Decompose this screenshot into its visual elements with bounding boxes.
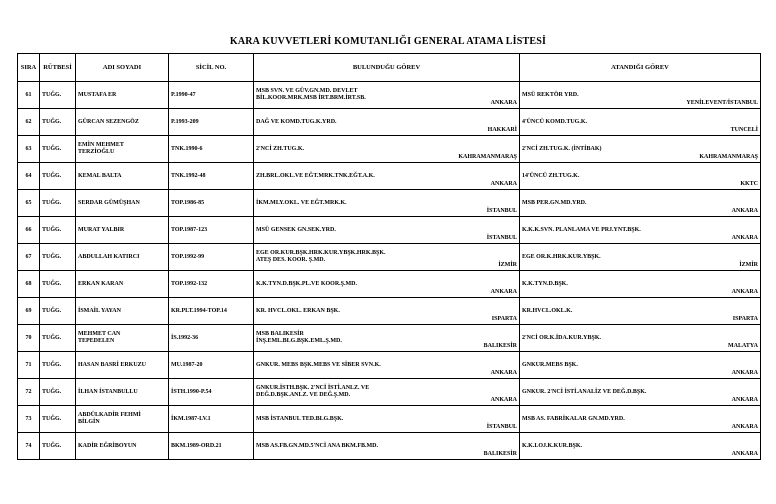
cell-bulundugu — [254, 244, 520, 271]
assigned-location: TUNCELİ — [730, 127, 758, 134]
cell-sira: 66 — [18, 217, 40, 244]
assigned-location: KAHRAMANMARAŞ — [699, 154, 758, 161]
cell-sicil: TOP.1992-132 — [169, 271, 254, 298]
assigned-position: 14'ÜNCÜ ZH.TUG.K. — [522, 172, 580, 179]
assigned-location: MALATYA — [727, 343, 758, 350]
cell-ad: ERKAN KARAN — [76, 271, 169, 298]
assigned-position: EGE OR.K.HRK.KUR.YBŞK. — [522, 253, 601, 260]
assigned-location: ANKARA — [731, 370, 758, 377]
cell-bulundugu — [254, 136, 520, 163]
table-row — [18, 163, 761, 190]
table-row — [18, 271, 761, 298]
cell-ad: GÜRCAN SEZENGÖZ — [76, 109, 169, 136]
cell-atandigi — [520, 244, 761, 271]
cell-ad: SERDAR GÜMÜŞHAN — [76, 190, 169, 217]
table-row — [18, 352, 761, 379]
cell-bulundugu — [254, 109, 520, 136]
cell-sira: 63 — [18, 136, 40, 163]
cell-atandigi — [520, 190, 761, 217]
cell-sicil: TNK.1990-6 — [169, 136, 254, 163]
cell-rutbe: TUĞG. — [40, 298, 76, 325]
assigned-position: K.K.K.SVN. PLANLAMA VE PRJ.YNT.BŞK. — [522, 226, 641, 233]
header-atandigi: ATANDIĞI GÖREV — [520, 54, 761, 82]
cell-bulundugu — [254, 352, 520, 379]
cell-rutbe: TUĞG. — [40, 406, 76, 433]
current-location: KAHRAMANMARAŞ — [458, 154, 517, 161]
assigned-location: KKTC — [740, 181, 758, 188]
cell-bulundugu — [254, 325, 520, 352]
cell-ad: MURAT YALBIR — [76, 217, 169, 244]
assigned-location: İZMİR — [739, 262, 758, 269]
cell-atandigi — [520, 352, 761, 379]
assigned-position: 2'NCİ OR.K.İDA.KUR.YBŞK. — [522, 334, 602, 341]
table-row — [18, 325, 761, 352]
table-row — [18, 190, 761, 217]
cell-sira: 70 — [18, 325, 40, 352]
cell-sicil: P.1993-209 — [169, 109, 254, 136]
cell-ad: EMİN MEHMET TERZİOĞLU — [76, 136, 169, 163]
current-location: İSTANBUL — [486, 424, 517, 431]
cell-sicil: BKM.1989-ORD.21 — [169, 433, 254, 460]
cell-atandigi — [520, 298, 761, 325]
cell-ad: ABDÜLKADİR FEHMİ BİLGİN — [76, 406, 169, 433]
cell-atandigi — [520, 325, 761, 352]
cell-rutbe: TUĞG. — [40, 163, 76, 190]
cell-bulundugu — [254, 163, 520, 190]
current-position: ZH.BRL.OKL.VE EĞT.MRK.TNK.EĞT.A.K. — [256, 172, 375, 179]
current-location: İZMİR — [498, 262, 517, 269]
cell-rutbe: TUĞG. — [40, 352, 76, 379]
cell-sicil: MU.1987-20 — [169, 352, 254, 379]
cell-bulundugu — [254, 298, 520, 325]
current-location: ANKARA — [490, 181, 517, 188]
header-sicil: SİCİL NO. — [169, 54, 254, 82]
current-location: BALIKESİR — [483, 343, 517, 350]
header-rutbe: RÜTBESİ — [40, 54, 76, 82]
cell-bulundugu — [254, 379, 520, 406]
assigned-position: MSÜ REKTÖR YRD. — [522, 91, 579, 98]
header-sira: SIRA — [18, 54, 40, 82]
current-position: MSÜ GENSEK GN.SEK.YRD. — [256, 226, 336, 233]
cell-rutbe: TUĞG. — [40, 190, 76, 217]
cell-sira: 67 — [18, 244, 40, 271]
cell-rutbe: TUĞG. — [40, 136, 76, 163]
assigned-position: GNKUR.MEBS BŞK. — [522, 361, 578, 368]
current-location: İSTANBUL — [486, 208, 517, 215]
current-position: MSB İSTANBUL TED.BLG.BŞK. — [256, 415, 344, 422]
cell-rutbe: TUĞG. — [40, 325, 76, 352]
cell-atandigi — [520, 217, 761, 244]
cell-sicil: KR.PLT.1994-TOP.14 — [169, 298, 254, 325]
cell-atandigi — [520, 379, 761, 406]
cell-sicil: TNK.1992-48 — [169, 163, 254, 190]
cell-sira: 64 — [18, 163, 40, 190]
current-location: BALIKESİR — [483, 451, 517, 458]
cell-bulundugu — [254, 433, 520, 460]
cell-ad: MEHMET CAN TEPEDELEN — [76, 325, 169, 352]
current-position: MSB BALIKESİR İNŞ.EML.BLG.BŞK.EML.Ş.MD. — [256, 331, 342, 344]
table-row — [18, 298, 761, 325]
cell-atandigi — [520, 271, 761, 298]
cell-sira: 62 — [18, 109, 40, 136]
cell-atandigi — [520, 109, 761, 136]
cell-bulundugu — [254, 82, 520, 109]
cell-sicil: İSTH.1990-P.54 — [169, 379, 254, 406]
current-position: DAĞ VE KOMD.TUG.K.YRD. — [256, 118, 337, 125]
table-row — [18, 109, 761, 136]
assigned-location: ANKARA — [731, 397, 758, 404]
cell-atandigi — [520, 406, 761, 433]
cell-bulundugu — [254, 406, 520, 433]
cell-sira: 71 — [18, 352, 40, 379]
cell-ad: ABDULLAH KATIRCI — [76, 244, 169, 271]
cell-sicil: TOP.1987-123 — [169, 217, 254, 244]
cell-atandigi — [520, 433, 761, 460]
table-row — [18, 244, 761, 271]
current-position: İKM.MLY.OKL. VE EĞT.MRK.K. — [256, 199, 347, 206]
assigned-position: K.K.LOJ.K.KUR.BŞK. — [522, 442, 583, 449]
current-location: HAKKARİ — [487, 127, 517, 134]
cell-rutbe: TUĞG. — [40, 217, 76, 244]
header-ad: ADI SOYADI — [76, 54, 169, 82]
table-row — [18, 406, 761, 433]
current-location: ANKARA — [490, 370, 517, 377]
cell-sira: 72 — [18, 379, 40, 406]
current-location: ANKARA — [490, 289, 517, 296]
cell-sira: 65 — [18, 190, 40, 217]
cell-atandigi — [520, 136, 761, 163]
table-header-row — [18, 54, 761, 82]
cell-sira: 69 — [18, 298, 40, 325]
cell-ad: İSMAİL YAYAN — [76, 298, 169, 325]
cell-sira: 73 — [18, 406, 40, 433]
cell-sicil: İS.1992-36 — [169, 325, 254, 352]
assigned-position: GNKUR. 2'NCİ İSTİ.ANALİZ VE DEĞ.D.BŞK. — [522, 388, 647, 395]
current-position: KR. HVCL.OKL. ERKAN BŞK. — [256, 307, 340, 314]
assigned-position: MSB AS. FABRİKALAR GN.MD.YRD. — [522, 415, 625, 422]
cell-sira: 74 — [18, 433, 40, 460]
cell-rutbe: TUĞG. — [40, 433, 76, 460]
assigned-location: YENİLEVENT/İSTANBUL — [686, 100, 758, 107]
cell-atandigi — [520, 82, 761, 109]
table-row — [18, 82, 761, 109]
assigned-location: ANKARA — [731, 235, 758, 242]
cell-ad: İLHAN İSTANBULLU — [76, 379, 169, 406]
cell-bulundugu — [254, 217, 520, 244]
assigned-location: ISPARTA — [732, 316, 758, 323]
current-position: 2'NCİ ZH.TUG.K. — [256, 145, 305, 152]
current-location: ISPARTA — [491, 316, 517, 323]
cell-ad: KADİR EĞRİBOYUN — [76, 433, 169, 460]
cell-rutbe: TUĞG. — [40, 271, 76, 298]
cell-atandigi — [520, 163, 761, 190]
current-position: GNKUR. MEBS BŞK.MEBS VE SİBER SVN.K. — [256, 361, 381, 368]
assigned-position: MSB PER.GN.MD.YRD. — [522, 199, 587, 206]
table-row — [18, 136, 761, 163]
cell-ad: KEMAL BALTA — [76, 163, 169, 190]
assigned-location: ANKARA — [731, 451, 758, 458]
current-position: MSB SVN. VE GÜV.GN.MD. DEVLET BİL.KOOR.MRK.MSB İRT.BRM.İRT.SB. — [256, 88, 366, 101]
header-bulundugu: BULUNDUĞU GÖREV — [254, 54, 520, 82]
cell-sira: 68 — [18, 271, 40, 298]
cell-sira: 61 — [18, 82, 40, 109]
current-location: ANKARA — [490, 100, 517, 107]
current-position: GNKUR.İSTH.BŞK. 2'NCİ İSTİ.ANLZ. VE DEĞ.D.BŞK.ANLZ. VE DEĞ.Ş.MD. — [256, 385, 370, 398]
page-title: KARA KUVVETLERİ KOMUTANLIĞI GENERAL ATAMA LİSTESİ — [229, 36, 547, 47]
current-position: MSB AS.FB.GN.MD.5'NCİ ANA BKM.FB.MD. — [256, 442, 379, 449]
assigned-location: ANKARA — [731, 208, 758, 215]
cell-rutbe: TUĞG. — [40, 244, 76, 271]
cell-rutbe: TUĞG. — [40, 379, 76, 406]
assigned-position: K.K.TYN.D.BŞK. — [522, 280, 568, 287]
cell-rutbe: TUĞG. — [40, 109, 76, 136]
assignment-table — [17, 53, 761, 460]
current-position: K.K.TYN.D.BŞK.PL.VE KOOR.Ş.MD. — [256, 280, 358, 287]
assigned-location: ANKARA — [731, 424, 758, 431]
cell-ad: HASAN BASRİ ERKUZU — [76, 352, 169, 379]
assigned-location: ANKARA — [731, 289, 758, 296]
cell-sicil: TOP.1992-99 — [169, 244, 254, 271]
cell-sicil: P.1990-47 — [169, 82, 254, 109]
assigned-position: 4'ÜNCÜ KOMD.TUG.K. — [522, 118, 587, 125]
cell-bulundugu — [254, 190, 520, 217]
current-position: EGE OR.KUR.BŞK.HRK.KUR.YBŞK.HRK.BŞK. ATEŞ DES. KOOR. Ş.MD. — [256, 250, 386, 263]
assigned-position: KR.HVCL.OKL.K. — [522, 307, 573, 314]
current-location: ANKARA — [490, 397, 517, 404]
cell-ad: MUSTAFA ER — [76, 82, 169, 109]
table-row — [18, 379, 761, 406]
cell-sicil: TOP.1986-85 — [169, 190, 254, 217]
current-location: İSTANBUL — [486, 235, 517, 242]
table-row — [18, 217, 761, 244]
cell-sicil: İKM.1987-LV.1 — [169, 406, 254, 433]
cell-bulundugu — [254, 271, 520, 298]
cell-rutbe: TUĞG. — [40, 82, 76, 109]
table-row — [18, 433, 761, 460]
assigned-position: 2'NCİ ZH.TUG.K. (İNTİBAK) — [522, 145, 602, 152]
